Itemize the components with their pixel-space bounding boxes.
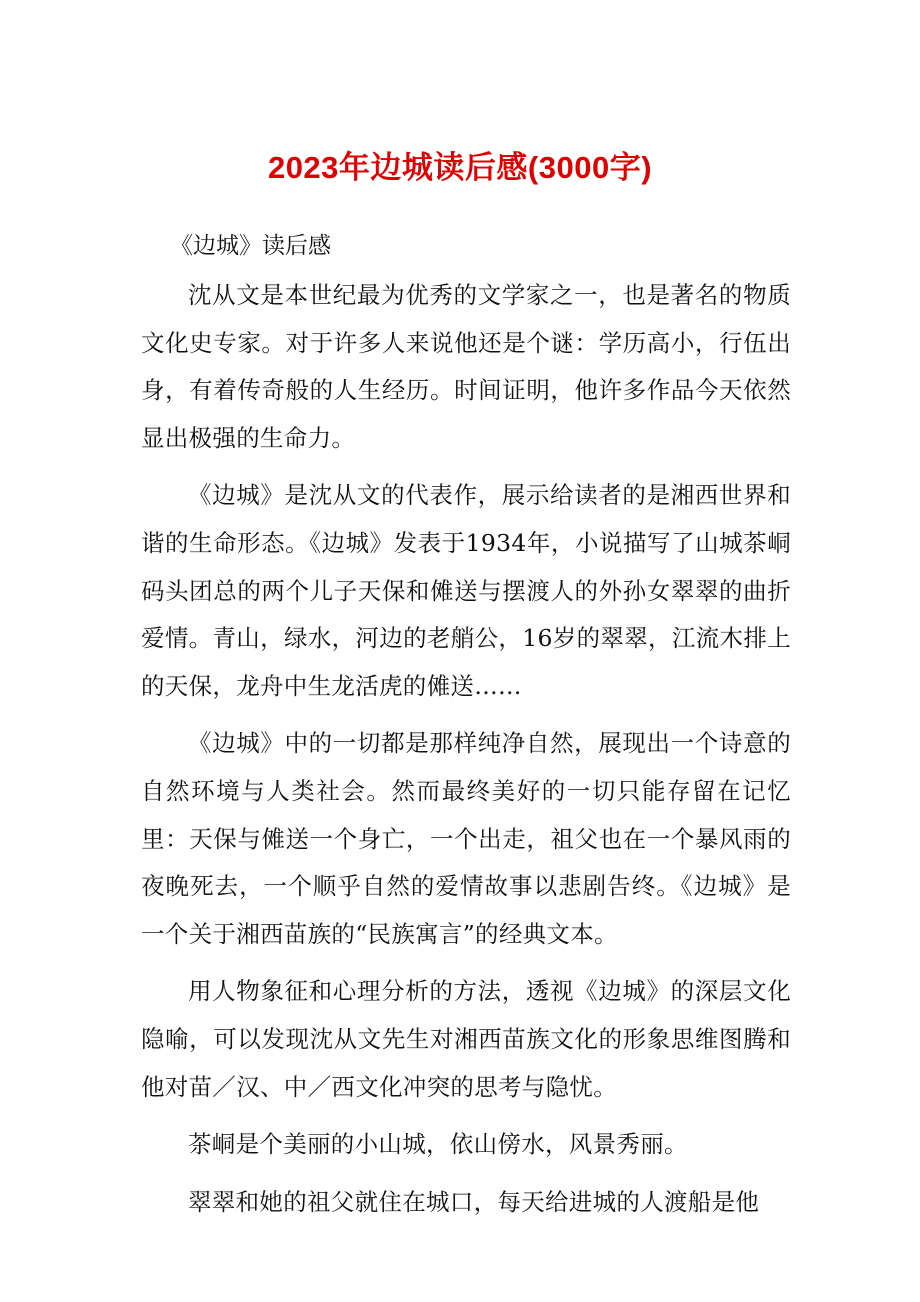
paragraph: 《边城》是沈从文的代表作，展示给读者的是湘西世界和谐的生命形态。《边城》发表于1934年，小说描写了山城茶峒码头团总的两个儿子天保和傩送与摆渡人的外孙女翠翠的曲折爱情。青山，绿水，河边的老艄公，16岁的翠翠，江流木排上的天保，龙舟中生龙活虎的傩送…… — [141, 481, 791, 700]
paragraph: 茶峒是个美丽的小山城，依山傍水，风景秀丽。 — [188, 1130, 688, 1159]
document-subtitle: 《边城》读后感 — [170, 233, 331, 259]
document-body — [141, 272, 791, 1226]
paragraph: 沈从文是本世纪最为优秀的文学家之一，也是著名的物质文化史专家。对于许多人来说他还是个谜：学历高小，行伍出身，有着传奇般的人生经历。时间证明，他许多作品今天依然显出极强的生命力。 — [141, 281, 791, 452]
paragraph: 《边城》中的一切都是那样纯净自然，展现出一个诗意的自然环境与人类社会。然而最终美好的一切只能存留在记忆里：天保与傩送一个身亡，一个出走，祖父也在一个暴风雨的夜晚死去，一个顺乎自然的爱情故事以悲剧告终。《边城》是一个关于湘西苗族的“民族寓言”的经典文本。 — [141, 729, 791, 948]
paragraph: 翠翠和她的祖父就住在城口，每天给进城的人渡船是他 — [188, 1187, 760, 1216]
document-title: 2023年边城读后感(3000字) — [267, 150, 653, 185]
paragraph: 用人物象征和心理分析的方法，透视《边城》的深层文化隐喻，可以发现沈从文先生对湘西苗族文化的形象思维图腾和他对苗／汉、中／西文化冲突的思考与隐忧。 — [141, 977, 791, 1101]
